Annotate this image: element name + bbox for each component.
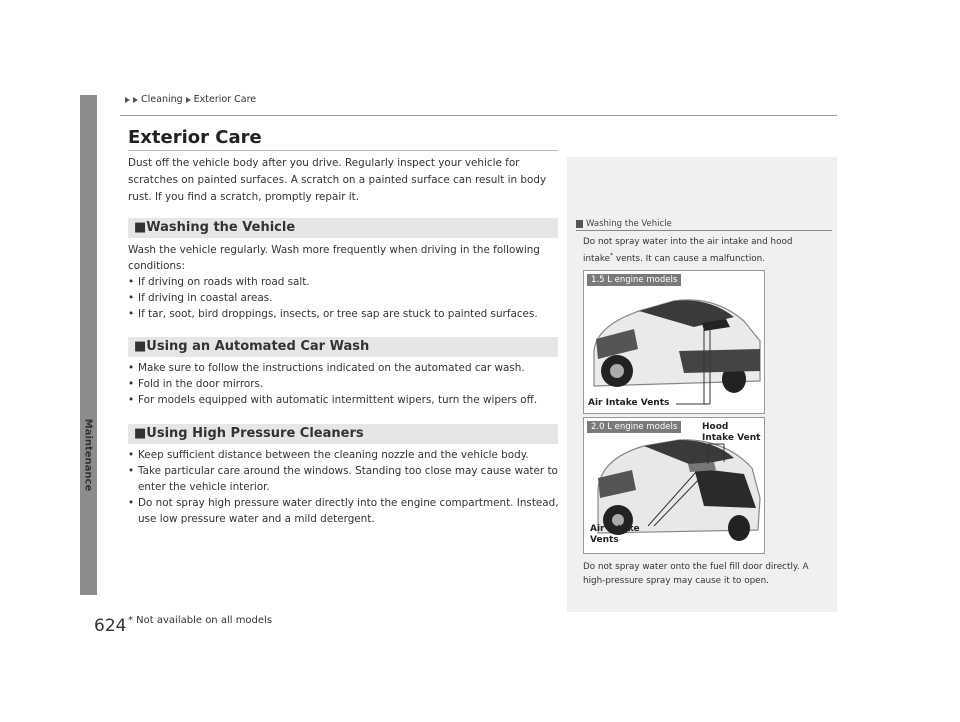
section-heading-washing	[128, 218, 558, 238]
section-washing-text: Wash the vehicle regularly. Wash more frequently when driving in the following conditions:	[128, 244, 540, 272]
header-divider	[120, 115, 837, 116]
list-item: • If driving in coastal areas.	[128, 290, 560, 306]
footnote-star: *	[610, 252, 614, 259]
car-figure-2-0l	[583, 417, 765, 554]
list-item: • Make sure to follow the instructions indicated on the automated car wash.	[128, 360, 560, 376]
side-note-text-2: Do not spray water onto the fuel fill door directly. A high-pressure spray may cause it to open.	[583, 562, 809, 586]
list-item: • For models equipped with automatic intermittent wipers, turn the wipers off.	[128, 392, 560, 408]
page-title: Exterior Care	[128, 127, 262, 148]
list-item: • Do not spray high pressure water directly into the engine compartment. Instead, use low pressure water and a mild detergent.	[128, 495, 560, 527]
title-divider	[128, 150, 558, 151]
side-note-text-1	[583, 235, 823, 266]
section-heading-text: ■Using High Pressure Cleaners	[134, 426, 364, 441]
list-item: • If driving on roads with road salt.	[128, 274, 560, 290]
section-heading-text: ■Washing the Vehicle	[134, 220, 296, 235]
section-heading-automated-wash	[128, 337, 558, 357]
page-number: 624	[94, 616, 127, 636]
section-washing-list	[128, 274, 560, 322]
breadcrumb-arrow-icon	[125, 97, 130, 103]
callout-air-intake-vents: Air Intake Vents	[588, 398, 670, 408]
model-tag-1-5l: 1.5 L engine models	[587, 274, 681, 286]
section-washing-body	[128, 242, 560, 322]
footnote: * Not available on all models	[128, 615, 273, 626]
list-item: • Keep sufficient distance between the cleaning nozzle and the vehicle body.	[128, 447, 560, 463]
list-item: • Take particular care around the windows. Standing too close may cause water to enter the vehicle interior.	[128, 463, 560, 495]
side-note-title: Washing the Vehicle	[586, 219, 672, 229]
breadcrumb-item-exterior-care[interactable]: Exterior Care	[193, 94, 257, 105]
list-item: • Fold in the door mirrors.	[128, 376, 560, 392]
side-note-text-1a: Do not spray water into the air intake and hood intake	[583, 237, 793, 264]
side-note-divider	[576, 230, 832, 231]
sidebar-label: Maintenance	[82, 418, 94, 492]
section-automated-wash-list	[128, 360, 560, 408]
note-reference-icon	[576, 220, 583, 228]
section-heading-high-pressure	[128, 424, 558, 444]
breadcrumb-arrow-icon	[186, 97, 191, 103]
side-note-text-1b: vents. It can cause a malfunction.	[613, 253, 766, 264]
callout-hood-intake-vent: Hood Intake Vent	[702, 422, 761, 443]
intro-paragraph: Dust off the vehicle body after you drive. Regularly inspect your vehicle for scratches on painted surfaces. A scratch on a painted surface can result in body rust. If you find a scratch, promptly repair it.	[128, 157, 547, 203]
breadcrumb	[125, 94, 256, 105]
section-high-pressure-body	[128, 447, 560, 527]
section-automated-wash-body	[128, 360, 560, 408]
breadcrumb-item-cleaning[interactable]: Cleaning	[141, 94, 183, 105]
car-figure-1-5l	[583, 270, 765, 414]
car-illustration-1-5l	[584, 271, 764, 413]
section-high-pressure-list	[128, 447, 560, 527]
section-sidebar-tab	[80, 95, 97, 595]
breadcrumb-arrow-icon	[133, 97, 138, 103]
list-item: • If tar, soot, bird droppings, insects, or tree sap are stuck to painted surfaces.	[128, 306, 560, 322]
section-heading-text: ■Using an Automated Car Wash	[134, 339, 370, 354]
model-tag-2-0l: 2.0 L engine models	[587, 421, 681, 433]
callout-air-intake-vents: Air Intake Vents	[590, 524, 640, 545]
side-note-header	[576, 219, 672, 229]
